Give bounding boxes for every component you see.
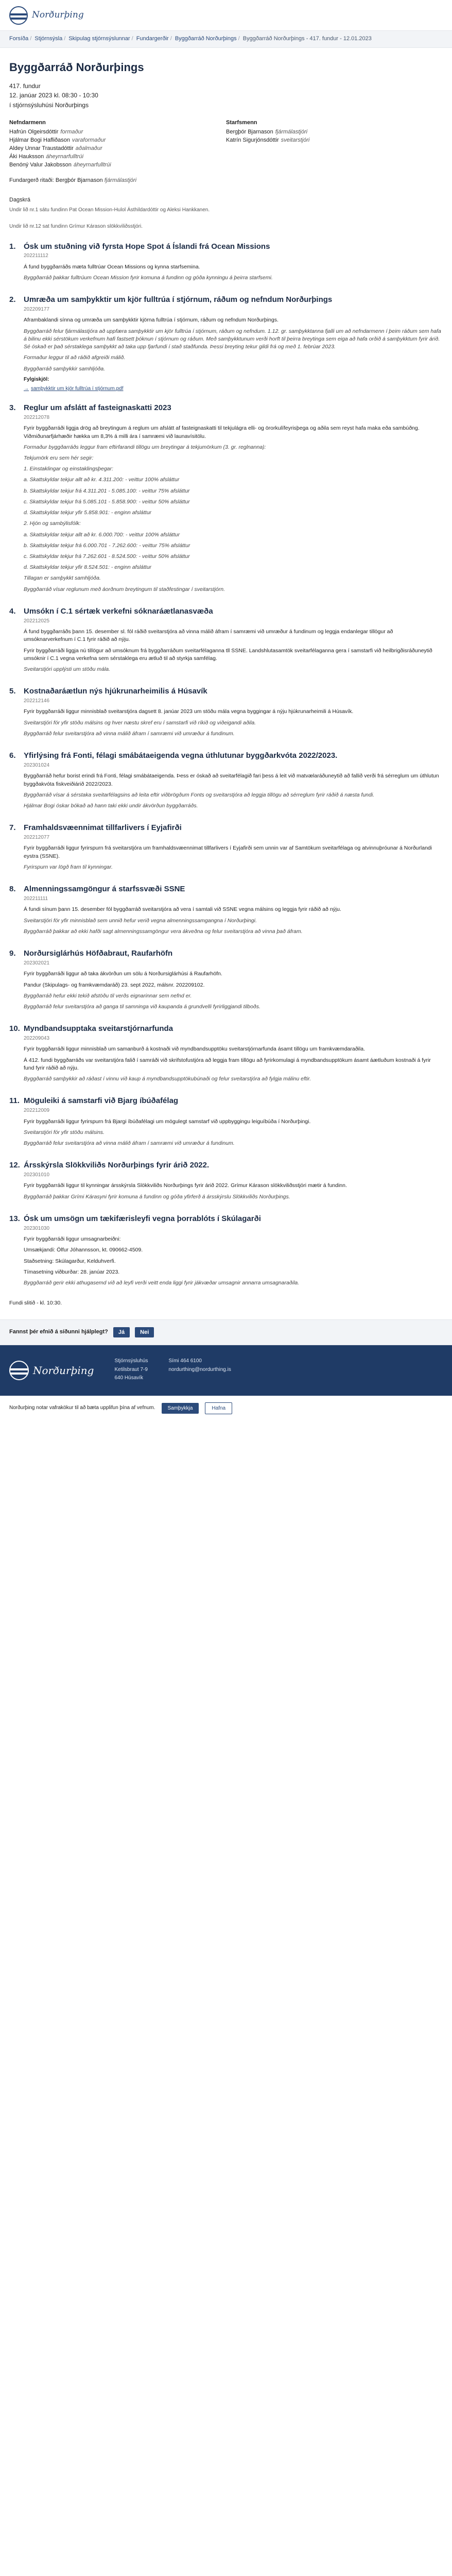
agenda-item-decision: c. Skattskyldar tekjur frá 5.085.101 - 5.858.900: - veittur 50% afsláttur [24, 498, 190, 505]
agenda-item [9, 1023, 443, 1086]
agenda-item-decision: Tillagan er samþykkt samhljóða. [24, 575, 101, 582]
attendee-row [9, 128, 226, 137]
attendee-row [9, 145, 226, 153]
agenda-item-body [24, 294, 443, 393]
agenda-item-decision: Byggðarráð vísar á sérstaka sveitarfélagsins að leita eftir viðbrögðum Fonts og sveitarstjóra að leggja tillögu að sérreglum fyrir ráðið á næsta fundi. [24, 791, 375, 798]
agenda-item-case-number: 202212078 [24, 414, 50, 420]
minutes-recorder [9, 177, 443, 185]
arrow-right-icon: → [24, 386, 29, 392]
agenda-item-decision: Byggðarráð felur fjármálastjóra að uppfæra samþykktir um kjör fulltrúa í stjórnum, ráðum og nefndum. 1.12. gr. samþykktanna fjalli um að nefndarmenn í þeim ráðum sem hafa á bilinu ekki sérstökum verkefnum hafi fastsett þóknun í stjórnum og ráðum. Með samþykktunum verði horft til þeirra breytinga sem eiga að hafa orðið á samþykktum fyrir árið. Sé óskað er það sérstaklega samþykkt að taka upp fjarfundi í stað staðfunda. Þessi breyting tekur gildi frá og með 1. febrúar 2023. [24, 328, 441, 350]
agenda-item-title: Ársskýrsla Slökkviliðs Norðurþings fyrir árið 2022. [24, 1161, 210, 1170]
agenda-item-body [24, 822, 443, 874]
agenda-item-case-number: 202211111 [24, 895, 48, 902]
agenda-items [9, 241, 443, 1291]
cookie-decline-button[interactable]: Hafna [205, 1402, 232, 1414]
agenda-item-decision: Byggðarráð samþykkir að ráðast í vinnu við kaup á myndbandsupptökubúnaði og felur sveitarstjóra að fylgja málinu eftir. [24, 1076, 311, 1082]
cookie-text: Norðurþing notar vafrakökur til að bæta upplifun þína af vefnum. [9, 1405, 155, 1411]
agenda-item-text: Fyrir byggðarráði liggur til kynningar ársskýrsla Slökkviliðs Norðurþings fyrir árið 2022. Grímur Kárason slökkviliðsstjóri mætir á fundinn. [24, 1182, 347, 1189]
footer-contact [169, 1358, 231, 1383]
agenda-item-header [9, 402, 443, 597]
agenda-item-number: 13. [9, 1214, 20, 1223]
agenda-item [9, 294, 443, 393]
agenda-item-header [9, 606, 443, 676]
agenda-item-decision: Sveitarstjóri fór yfir stöðu málsins og hver næstu skref eru í samstarfi við ríkið og viðeigandi aðila. [24, 719, 256, 726]
agenda-item-decision: Byggðarráð hefur ekki tekið afstöðu til verðs eignarinnar sem nefnd er. [24, 992, 192, 999]
feedback-no-button[interactable]: Nei [135, 1327, 154, 1337]
breadcrumb-current: Byggðarráð Norðurþings - 417. fundur - 12.01.2023 [242, 36, 372, 42]
agenda-item-decision: Byggðarráð felur sveitarstjóra að vinna málið áfram í samræmi við umræður á fundinum. [24, 1140, 235, 1146]
agenda-item [9, 1213, 443, 1290]
agenda-item-number: 1. [9, 242, 16, 251]
agenda-item-decision: 1. Einstaklingar og einstaklingsþegar: [24, 466, 113, 472]
recorder-name: Bergþór Bjarnason [55, 177, 103, 183]
footer-address-line: 640 Húsavík [114, 1375, 144, 1381]
agenda-item-decision: Fyrirspurn var lögð fram til kynningar. [24, 863, 113, 870]
breadcrumb-minutes[interactable]: Fundargerðir [136, 36, 169, 42]
agenda-item-decision: a. Skattskyldar tekjur allt að kr. 6.000.700: - veittur 100% afsláttur [24, 531, 180, 538]
agenda-item-number: 8. [9, 885, 16, 894]
agenda-item-decision: 2. Hjón og sambýlisfólk: [24, 520, 81, 527]
agenda-item-number: 5. [9, 687, 16, 696]
footer-phone[interactable]: Sími 464 6100 [168, 1358, 202, 1364]
recorder-label: Fundargerð ritaði: [9, 177, 54, 183]
agenda-item-number: 4. [9, 606, 16, 616]
agenda-item-body [24, 1023, 443, 1086]
attendee-role: áheyrnarfulltrúi [73, 161, 111, 168]
agenda-item-decision: Sveitarstjóri fór yfir stöðu málsins. [24, 1129, 105, 1136]
attendee-row [9, 153, 226, 161]
attendees [9, 119, 443, 170]
meeting-number: 417. fundur [9, 82, 41, 90]
recorder-role: fjármálastjóri [104, 177, 137, 183]
agenda-item-number: 6. [9, 751, 16, 760]
agenda-item-text: Fyrir byggðarráði liggur að taka ákvörðun um sölu á Norðursiglárhúsi á Raufarhöfn. [24, 971, 222, 977]
attendee-name: Aldey Unnar Traustadóttir [9, 145, 74, 151]
agenda-item-number: 11. [9, 1096, 20, 1106]
agenda-item-decision: Byggðarráð vísar reglunum með áorðnum breytingum til staðfestingar í sveitarstjórn. [24, 586, 225, 592]
breadcrumb-home[interactable]: Forsíða [9, 36, 29, 42]
agenda-item-decision: Byggðarráð felur sveitarstjóra að ganga til samninga við kaupanda á grundvelli fyrirliggjandi tilboðs. [24, 1003, 260, 1010]
staff-title: Starfsmenn [226, 120, 257, 126]
site-brand[interactable] [9, 6, 84, 25]
agenda-item-number: 7. [9, 823, 16, 833]
agenda-item [9, 241, 443, 285]
agenda-item [9, 606, 443, 676]
agenda-item-decision: Byggðarráð felur sveitarstjóra að vinna málið áfram í samræmi við umræður á fundinum. [24, 730, 235, 737]
cookie-accept-button[interactable]: Samþykkja [162, 1403, 199, 1414]
agenda-item-text: Fyrir byggðarráði liggur minnisblað um samanburð á kostnaði við myndbandsupptöku sveitarstjórnarfunda ásamt tillögu um framkvæmdaraðila. [24, 1046, 365, 1053]
agenda-item-text: Fyrir byggðarráði liggur fyrirspurn frá Bjargi íbúðafélagi um mögulegt samstarf við uppbyggingu leiguíbúða í Norðurþingi. [24, 1118, 311, 1125]
agenda-item-decision: b. Skattskyldar tekjur frá 6.000.701 - 7.262.600: - veittur 75% afsláttur [24, 542, 190, 549]
agenda-item-text: Fyrir byggðarráði liggur fyrirspurn frá sveitarstjóra um framhaldsvæennimat tillfarlivers í Eyjafirði sem unnin var af Samtökum sveitarfélaga og atvinnuþróunar á Norðurlandi eystra (SSNE). [24, 845, 432, 859]
agenda-item-header [9, 241, 443, 285]
attachment-filename: samþykktir um kjör fulltrúa í stjórnum.pdf [31, 386, 124, 392]
agenda-item-case-number: 202211112 [24, 253, 48, 259]
agenda-item-case-number: 202209043 [24, 1035, 50, 1041]
site-name: Norðurþing [32, 10, 84, 21]
agenda-item-text: Á 412. fundi byggðarráðs var sveitarstjóra falið í samráði við skrifstofustjóra að leggja fram tillögu að fyrirkomulagi á myndbandsupptökum ásamt áætluðum kostnaði á fyrir fund fyrir ráðið að nýju. [24, 1057, 431, 1071]
agenda-item-header [9, 294, 443, 393]
agenda-item-header [9, 884, 443, 939]
footer-address-line: Ketilsbraut 7-9 [114, 1366, 148, 1372]
agenda-item-title: Kostnaðaráætlun nýs hjúkrunarheimilis á Húsavík [24, 687, 207, 696]
agenda-item-decision: Formaður leggur til að ráðið afgreiði málið. [24, 354, 126, 361]
agenda-item-header [9, 750, 443, 813]
agenda-item-text: Pandur (Skipulags- og framkvæmdaráð) 23. sept 2022, málsnr. 202209102. [24, 981, 205, 988]
agenda-item-body [24, 606, 443, 676]
attendee-role: fjármálastjóri [275, 128, 308, 135]
agenda-item-text: Aframbaklandi sínna og umræða um samþykktir kjörna fulltrúa í stjórnum, ráðum og nefndum Norðurþings. [24, 317, 279, 324]
agenda-heading: Dagskrá [9, 196, 30, 203]
agenda-item-body [24, 1095, 443, 1150]
agenda-item [9, 402, 443, 597]
agenda-item-title: Ósk um umsögn um tækifærisleyfi vegna þorrablóts í Skúlagarði [24, 1214, 261, 1223]
breadcrumb-structure[interactable]: Skipulag stjórnsýslunnar [68, 36, 130, 42]
attendee-row [226, 137, 443, 145]
agenda-item-title: Myndbandsupptaka sveitarstjórnarfunda [24, 1024, 173, 1033]
agenda-item-decision: d. Skattskyldar tekjur yfir 5.858.901: - enginn afsláttur [24, 510, 152, 516]
agenda-item-number: 2. [9, 295, 16, 304]
meeting-datetime: 12. janúar 2023 kl. 08:30 - 10:30 [9, 92, 98, 99]
agenda-item-decision: c. Skattskyldar tekjur frá 7.262.601 - 8.524.500: - veittur 50% afsláttur [24, 553, 190, 560]
meeting-meta [9, 82, 443, 110]
agenda-item-body [24, 241, 443, 285]
agenda-item-title: Yfirlýsing frá Fonti, félagi smábátaeigenda vegna úthlutunar byggðarkvóta 2022/2023. [24, 751, 338, 760]
agenda-item-body [24, 750, 443, 813]
attendee-role: aðalmaður [75, 145, 102, 151]
attendee-name: Katrín Sigurjónsdóttir [226, 137, 279, 143]
agenda-item-case-number: 202209177 [24, 306, 50, 312]
agenda-item-body [24, 948, 443, 1014]
agenda-item-body [24, 1213, 443, 1290]
footer-email[interactable]: nordurthing@nordurthing.is [168, 1366, 231, 1372]
agenda-item-text: Tímasetning viðburðar: 28. janúar 2023. [24, 1268, 120, 1275]
attachment-link[interactable] [24, 385, 124, 393]
agenda-item-title: Umræða um samþykktir um kjör fulltrúa í stjórnum, ráðum og nefndum Norðurþings [24, 295, 333, 304]
agenda-item-decision: Byggðarráð þakkar að ekki hafði sagt almenningssamgöngur vera ákveðna og felur sveitarstjóra að vinna það áfram. [24, 928, 303, 935]
agenda-item-case-number: 202212077 [24, 834, 50, 840]
attendee-name: Áki Hauksson [9, 153, 44, 160]
agenda-item-text: Fyrir byggðarráði liggja drög að breytingum á reglum um afslátt af fasteignaskatti til tekjulágra elli- og örorkulífeyrisþega og aðila sem reyst hafa maka eða sambúðng. Viðmiðunarfjárhæðir hækka um 8,3% á milli ára í samræmi við launavísitölu. [24, 425, 420, 439]
attendees-members [9, 119, 226, 170]
attendee-role: formaður [60, 128, 83, 135]
agenda-item-body [24, 686, 443, 741]
agenda-note: Undir lið nr.12 sat fundinn Grímur Kárason slökkviliðsstjóri. [9, 224, 143, 229]
attendee-row [9, 137, 226, 145]
agenda-item-title: Almenningssamgöngur á starfssvæði SSNE [24, 885, 185, 894]
agenda-item-case-number: 202302021 [24, 960, 50, 966]
agenda-item-case-number: 202212025 [24, 618, 50, 624]
attendee-name: Hjálmar Bogi Hafliðason [9, 137, 70, 143]
agenda-item [9, 686, 443, 741]
agenda-item-header [9, 822, 443, 874]
attendee-row [9, 161, 226, 170]
feedback-question: Fannst þér efnið á síðunni hjálplegt? [9, 1329, 108, 1335]
agenda-item [9, 1095, 443, 1150]
agenda-item-text: Fyrir byggðarráði liggur umsagnarbeiðni: [24, 1236, 121, 1243]
agenda-item-title: Reglur um afslátt af fasteignaskatti 2023 [24, 403, 171, 413]
agenda-item-text: Staðsetning: Skúlagarður, Kelduhverfi. [24, 1258, 116, 1264]
attendee-name: Benóný Valur Jakobsson [9, 161, 72, 168]
agenda-item-number: 12. [9, 1161, 20, 1170]
site-footer [0, 1345, 452, 1396]
agenda-item-header [9, 686, 443, 741]
agenda-item-body [24, 1160, 443, 1204]
breadcrumb-administration[interactable]: Stjórnsýsla [34, 36, 63, 42]
agenda-item-title: Norðursiglárhús Höfðabraut, Raufarhöfn [24, 949, 173, 958]
agenda-item-header [9, 1023, 443, 1086]
agenda-item-body [24, 884, 443, 939]
cookie-banner [0, 1396, 452, 1420]
attendee-role: áheyrnarfulltrúi [46, 153, 84, 160]
attendee-role: sveitarstjóri [281, 137, 310, 143]
attendees-staff [226, 119, 443, 170]
agenda-item [9, 948, 443, 1014]
agenda-item-text: Á fund byggðarráðs þann 15. desember sl. fól ráðið sveitarstjóra að vinna málið áfram í samræmi við umræður á fundinum og leggja endanlegar tillögur að umsóknarverkefnum í C.1 fyrir ráðið að nýju. [24, 629, 393, 643]
agenda-item-title: Möguleiki á samstarfi við Bjarg íbúðafélag [24, 1096, 179, 1106]
agenda-item-number: 10. [9, 1024, 20, 1033]
attendee-name: Hafrún Olgeirsdóttir [9, 128, 59, 135]
agenda-item-text: Fyrir byggðarráði liggja nú tillögur að umsóknum frá byggðarráðum sveitarfélaganna tll SSNE. Landshlutasamtök sveitarfélaganna gera í samstarfi við heilbrigðisráðuneytið umsóknir í C.1 vegna verkefna sem sérstaklega eru ætluð til að styrkja samfélag. [24, 647, 432, 662]
agenda-item-decision: Tekjumörk eru sem hér segir: [24, 455, 94, 461]
agenda-item-number: 9. [9, 949, 16, 958]
agenda-item-header [9, 1160, 443, 1204]
agenda-item-decision: Byggðarráð gerir ekki athugasemd við að leyfi verði veitt enda liggi fyrir jákvæðar umsagnir annarra umsagnaraðila. [24, 1280, 300, 1286]
feedback-bar [0, 1319, 452, 1345]
agenda-item-title: Framhaldsvæennimat tillfarlivers í Eyjafirði [24, 823, 182, 833]
agenda-item-decision: d. Skattskyldar tekjur yfir 8.524.501: - enginn afsláttur [24, 564, 152, 571]
agenda-item-decision: Formaður byggðarráðs leggur fram eftirfarandi tillögu um breytingar á tekjumörkum (3. gr. reglnanna): [24, 444, 266, 450]
site-header [0, 0, 452, 31]
agenda-item-decision: Sveitarstjóri fór yfir minnisblað sem unnið hefur verið vegna almenningssamgangna í Norðurþingi. [24, 917, 257, 924]
footer-site-name: Norðurþing [33, 1364, 94, 1377]
breadcrumb-council[interactable]: Byggðarráð Norðurþings [175, 36, 237, 42]
agenda-item-number: 3. [9, 403, 16, 413]
agenda-item-decision: Sveitarstjóri upplýsti um stöðu mála. [24, 666, 111, 672]
agenda-item-case-number: 202301030 [24, 1225, 50, 1231]
meeting-end: Fundi slitið - kl. 10:30. [9, 1300, 62, 1307]
agenda-item-case-number: 202212009 [24, 1108, 50, 1114]
agenda-item-text: Fyrir byggðarráði liggur minnisblað sveitarstjóra dagsett 8. janúar 2023 um stöðu mála vegna byggingar á nýju hjúkrunarheimili á Húsavík. [24, 708, 354, 715]
agenda-item-header [9, 1095, 443, 1150]
agenda-item-body [24, 402, 443, 597]
agenda-item-text: Á fund byggðarráðs mæta fulltrúar Ocean Missions og kynna starfsemina. [24, 263, 200, 270]
agenda-item-decision: b. Skattskyldar tekjur frá 4.311.201 - 5.085.100: - veittur 75% afsláttur [24, 487, 190, 494]
agenda-item-header [9, 948, 443, 1014]
agenda-item-header [9, 1213, 443, 1290]
agenda-item-text: Umsækjandi: Ölfur Jóhannsson, kt. 090662-4509. [24, 1247, 143, 1253]
agenda-item-text: Á fundi sínum þann 15. desember fól byggðarráð sveitarstjóra að vera í samtali við SSNE vegna málsins og leggja fyrir ráðið að nýju. [24, 906, 341, 913]
agenda-item-decision: a. Skattskyldar tekjur allt að kr. 4.311.200: - veittur 100% afsláttur [24, 477, 180, 483]
footer-address [114, 1358, 148, 1383]
agenda-item [9, 884, 443, 939]
agenda-item-case-number: 202212146 [24, 698, 50, 704]
agenda-item [9, 750, 443, 813]
agenda-item-case-number: 202301024 [24, 762, 50, 768]
agenda-item-decision: Byggðarráð þakkar fulltrúum Ocean Mission fyrir komuna á fundinn og góða kynningu á þeirra starfsemi. [24, 274, 273, 281]
agenda-item-text: Byggðarráð hefur borist erindi frá Fonti, félagi smábátaeigenda. Þess er óskað að sveitarfélagið fari þess á leit við matvælaráðuneytið að fallið verði frá sérreglum um úthlutun byggðakvóta fiskveiðiárið 2022/2023. [24, 773, 439, 787]
attachments-label: Fylgiskjöl: [24, 376, 49, 382]
footer-brand [9, 1358, 94, 1383]
breadcrumb: Forsíða / Stjórnsýsla / Skipulag stjórnsýslunnar / Fundargerðir / Byggðarráð Norðurþings / Byggðarráð Norðurþings - 417. fundur - 12.01.2023 [0, 31, 452, 48]
meeting-location: í stjórnsýsluhúsi Norðurþings [9, 101, 89, 109]
footer-address-line: Stjórnsýsluhús [114, 1358, 148, 1364]
agenda-intro: Undir lið nr.1 sátu fundinn Pat Ocean Mission-Hulol Ásthildardóttir og Aleksi Hankkanen. [9, 207, 210, 213]
members-title: Nefndarmenn [9, 120, 46, 126]
attendee-role: varaformaður [72, 137, 106, 143]
main-content [0, 48, 452, 1320]
agenda-item-decision: Hjálmar Bogi óskar bókað að hann taki ekki undir ákvörðun byggðarráðs. [24, 803, 198, 809]
footer-logo-icon [9, 1361, 29, 1380]
attendee-name: Bergþór Bjarnason [226, 128, 273, 135]
site-logo-icon [9, 6, 28, 25]
page-title: Byggðarráð Norðurþings [9, 60, 144, 74]
feedback-yes-button[interactable]: Já [113, 1327, 130, 1337]
agenda-item-decision: Byggðarráð samþykkir samhljóða. [24, 365, 106, 372]
agenda-item-title: Ósk um stuðning við fyrsta Hope Spot á Íslandi frá Ocean Missions [24, 242, 270, 251]
agenda-item-title: Umsókn í C.1 sértæk verkefni sóknaráætlanasvæða [24, 606, 213, 616]
agenda-item-decision: Byggðarráð þakkar Grími Kárasyni fyrir komuna á fundinn og góða yfirferð á ársskýrslu Slökkviliðs Norðurþings. [24, 1193, 290, 1200]
agenda-item-case-number: 202301010 [24, 1172, 50, 1178]
agenda-item [9, 822, 443, 874]
agenda-item [9, 1160, 443, 1204]
attendee-row [226, 128, 443, 137]
